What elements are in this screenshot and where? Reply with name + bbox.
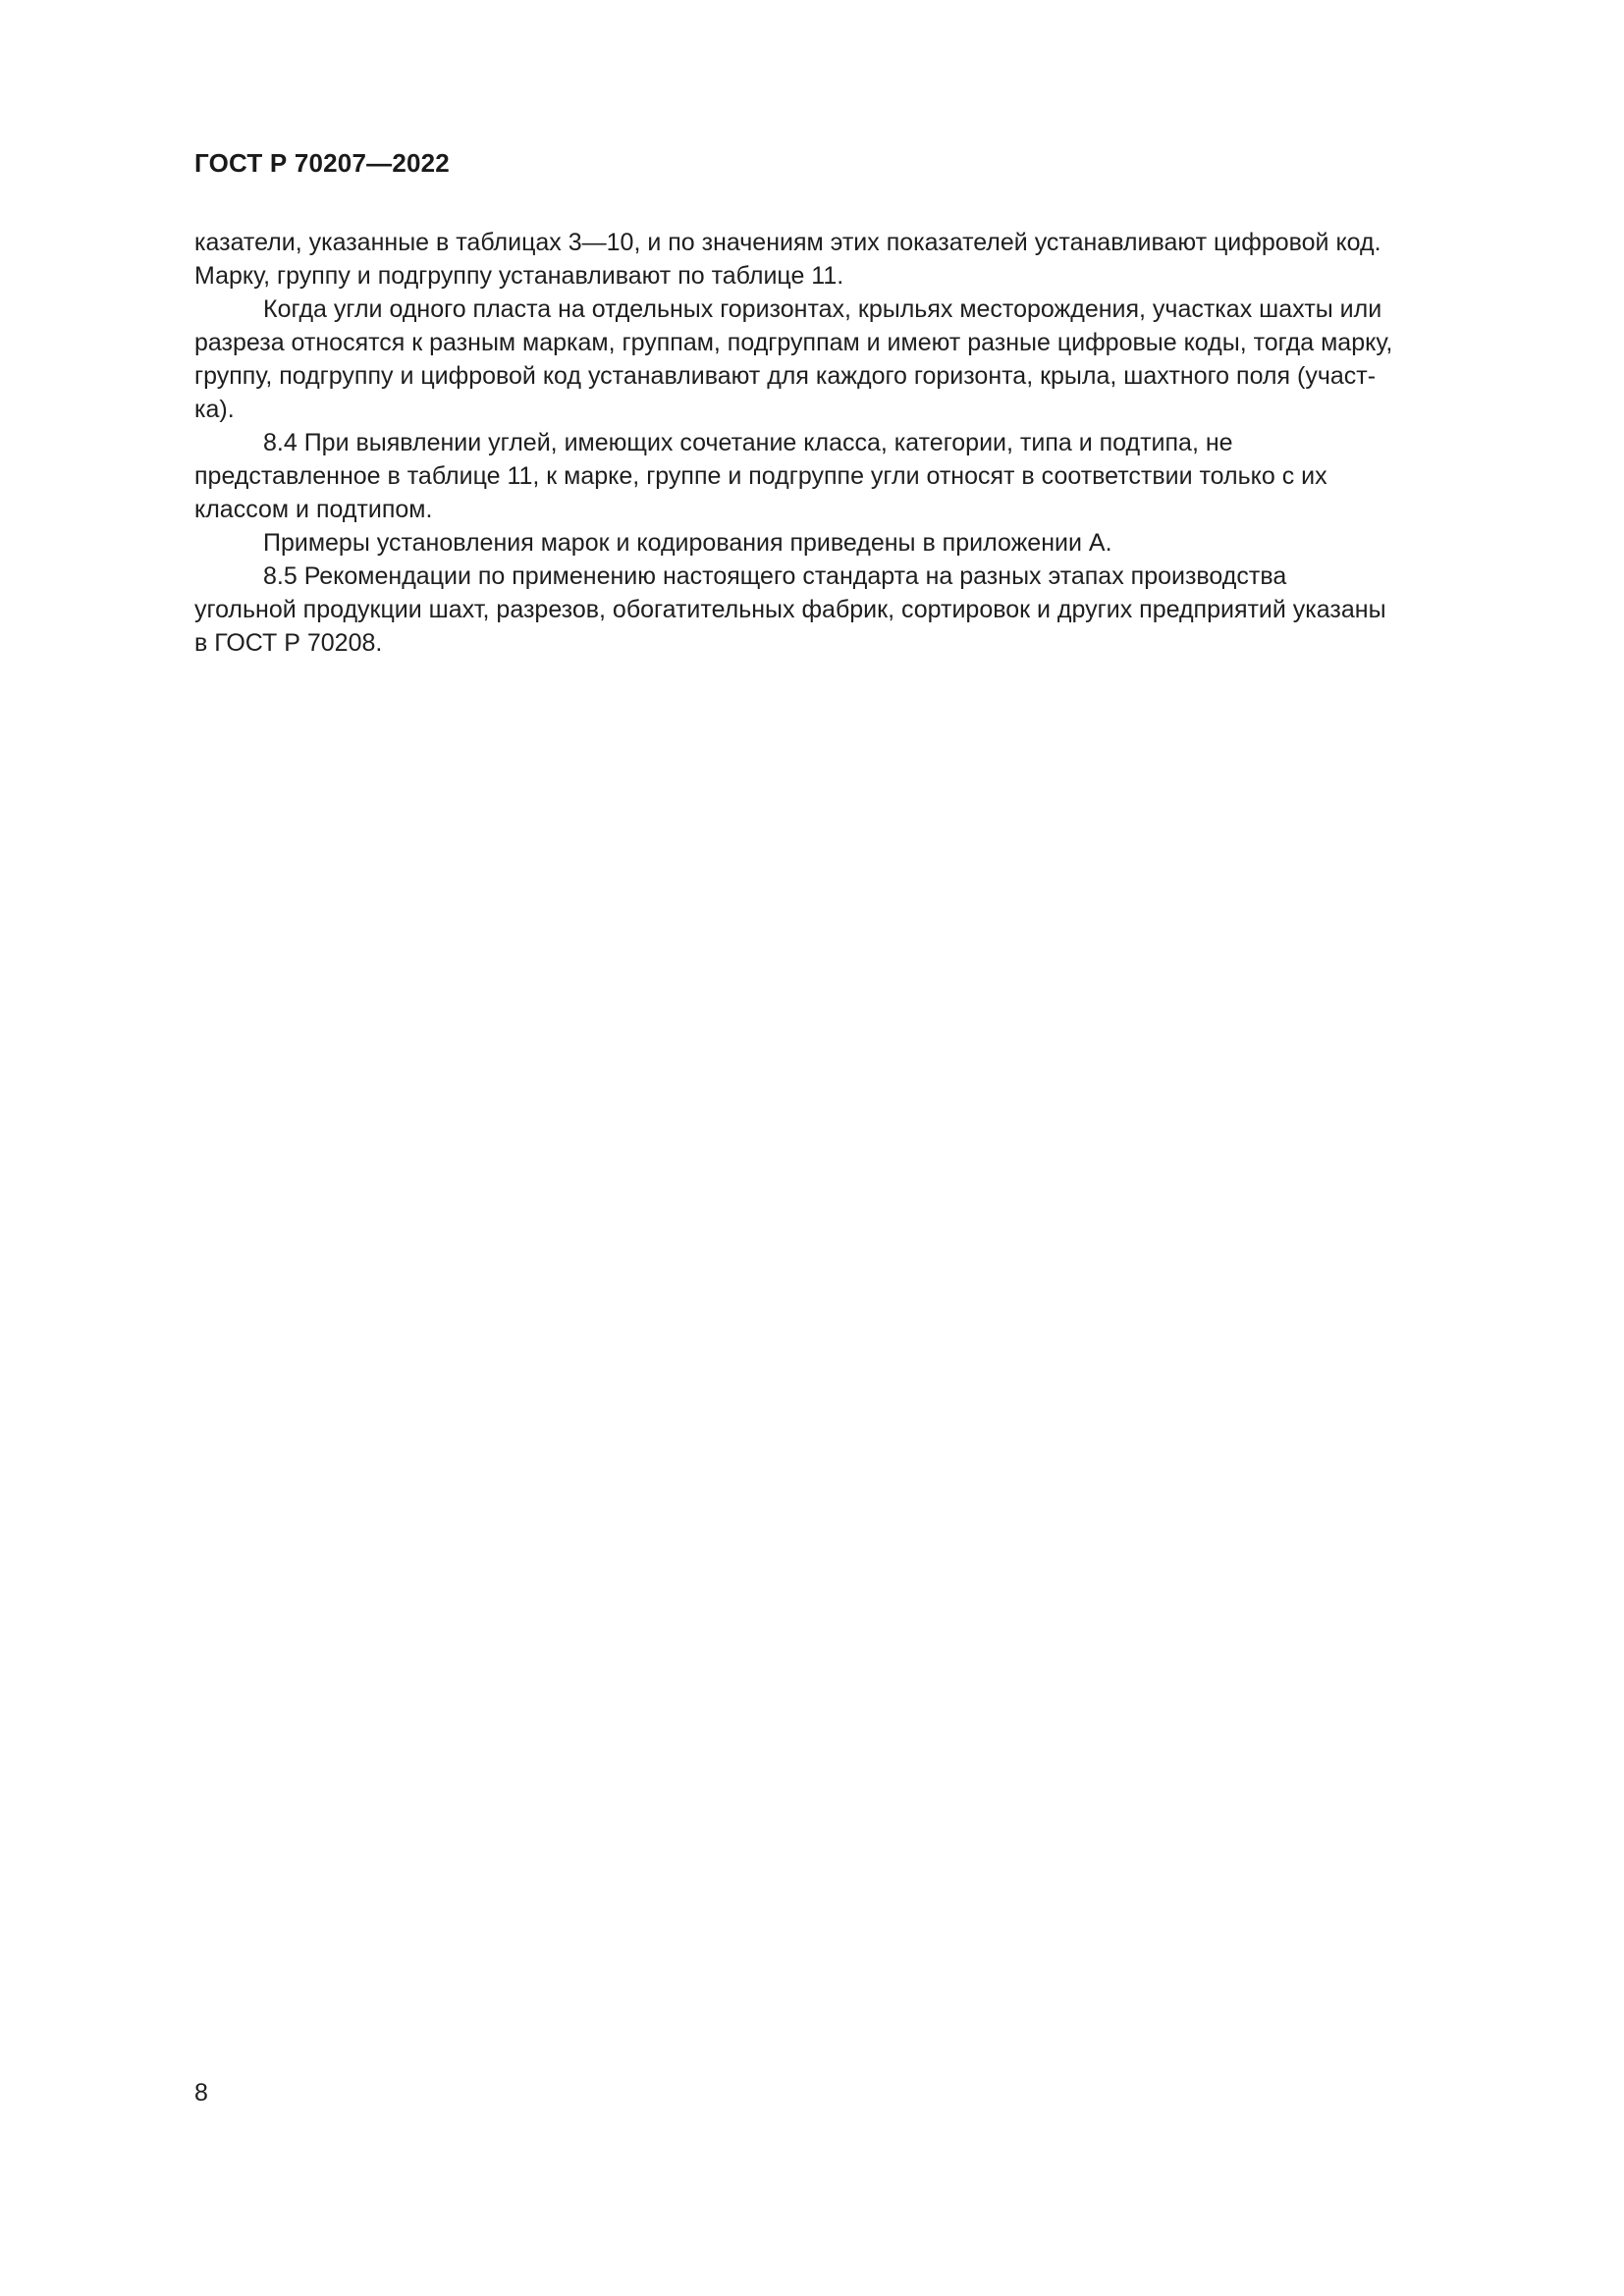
text-line: 8.4 При выявлении углей, имеющих сочетание класса, категории, типа и подтипа, не [263,429,1233,456]
text-line: угольной продукции шахт, разрезов, обогатительных фабрик, сортировок и других предприятий указаны [194,596,1386,623]
text-line: 8.5 Рекомендации по применению настоящего стандарта на разных этапах производства [263,562,1287,590]
paragraph-8-4 [194,426,1516,526]
paragraph-continuation [194,226,1516,293]
text-line: Когда угли одного пласта на отдельных горизонтах, крыльях месторождения, участках шахты или [263,295,1382,323]
paragraph-horizons [194,293,1516,426]
paragraph-8-5 [194,560,1516,660]
text-line: Марку, группу и подгруппу устанавливают по таблице 11. [194,262,844,290]
text-line: Примеры установления марок и кодирования приведены в приложении А. [263,529,1112,557]
text-line: представленное в таблице 11, к марке, группе и подгруппе угли относят в соответствии только с их [194,462,1327,490]
paragraph-examples [194,526,1516,560]
text-line: разреза относятся к разным маркам, группам, подгруппам и имеют разные цифровые коды, тогда марку, [194,329,1393,356]
text-line: группу, подгруппу и цифровой код устанавливают для каждого горизонта, крыла, шахтного поля (участ- [194,362,1377,390]
text-line: ка). [194,396,235,423]
document-header: ГОСТ Р 70207—2022 [194,148,450,178]
text-line: классом и подтипом. [194,496,433,523]
text-line: в ГОСТ Р 70208. [194,629,383,657]
body-text [194,226,1516,660]
text-line: казатели, указанные в таблицах 3—10, и по значениям этих показателей устанавливают цифровой код. [194,229,1381,256]
page-number: 8 [194,2079,208,2107]
